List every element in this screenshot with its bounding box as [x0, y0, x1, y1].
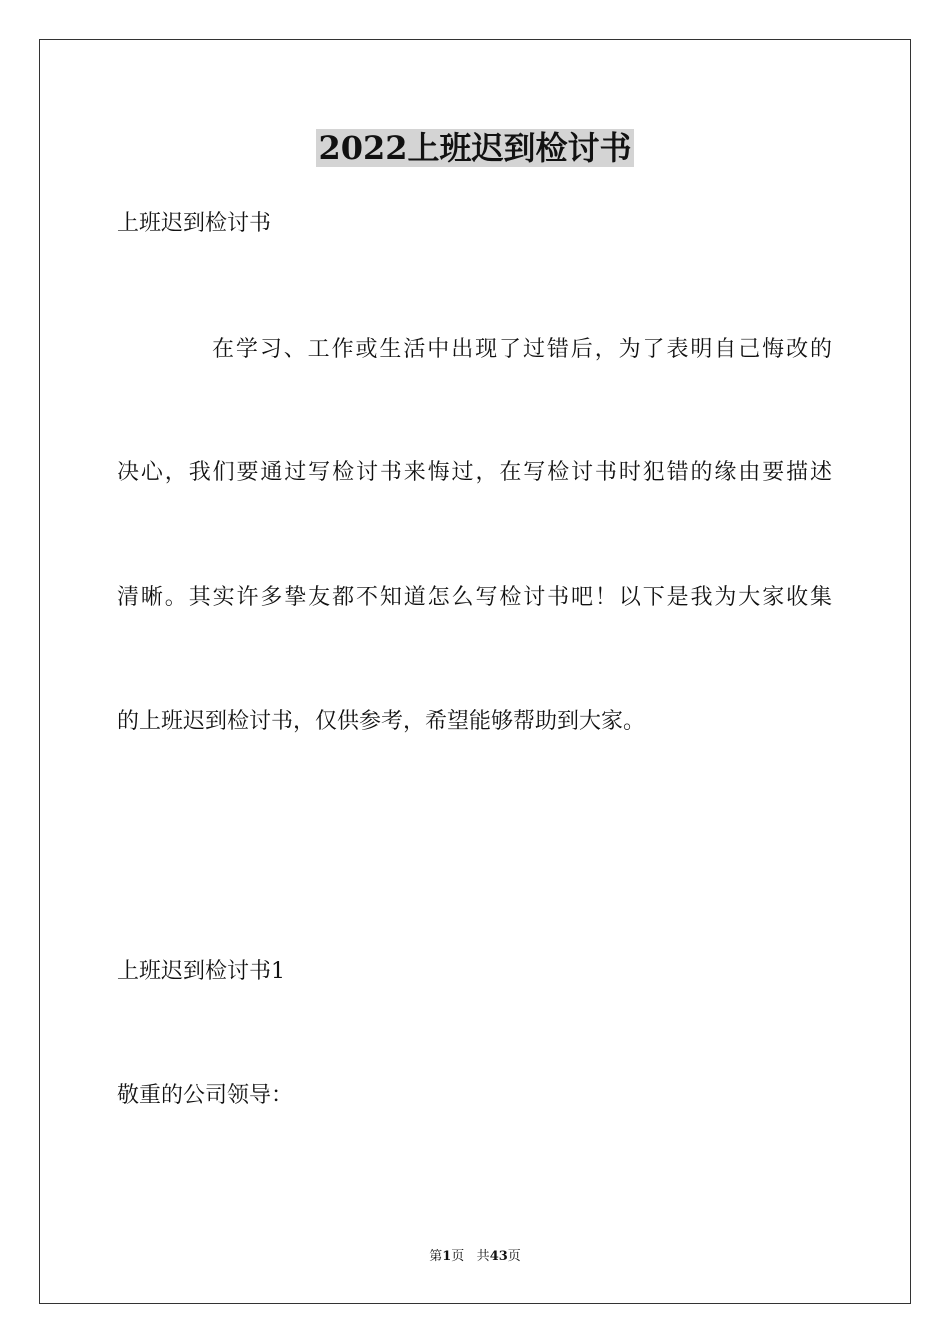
footer-page-suffix: 页	[451, 1249, 465, 1264]
page-footer	[0, 1248, 950, 1266]
intro-line-2: 决心，我们要通过写检讨书来悔过，在写检讨书时犯错的缘由要描述	[117, 460, 832, 485]
footer-total-pages: 43	[489, 1249, 508, 1264]
footer-page-number: 1	[442, 1249, 452, 1264]
footer-total-prefix: 共	[476, 1249, 490, 1264]
intro-line-1: 在学习、工作或生活中出现了过错后，为了表明自己悔改的	[212, 337, 832, 362]
document-title	[0, 126, 950, 170]
footer-total-suffix: 页	[507, 1249, 521, 1264]
document-subtitle: 上班迟到检讨书	[117, 211, 272, 236]
intro-line-3: 清晰。其实许多挚友都不知道怎么写检讨书吧！以下是我为大家收集	[117, 585, 832, 610]
section-heading: 上班迟到检讨书1	[117, 959, 285, 984]
document-title-text: 2022上班迟到检讨书	[318, 129, 632, 167]
salutation: 敬重的公司领导：	[117, 1083, 294, 1108]
intro-line-4: 的上班迟到检讨书，仅供参考，希望能够帮助到大家。	[117, 709, 646, 734]
footer-page-prefix: 第	[429, 1249, 443, 1264]
